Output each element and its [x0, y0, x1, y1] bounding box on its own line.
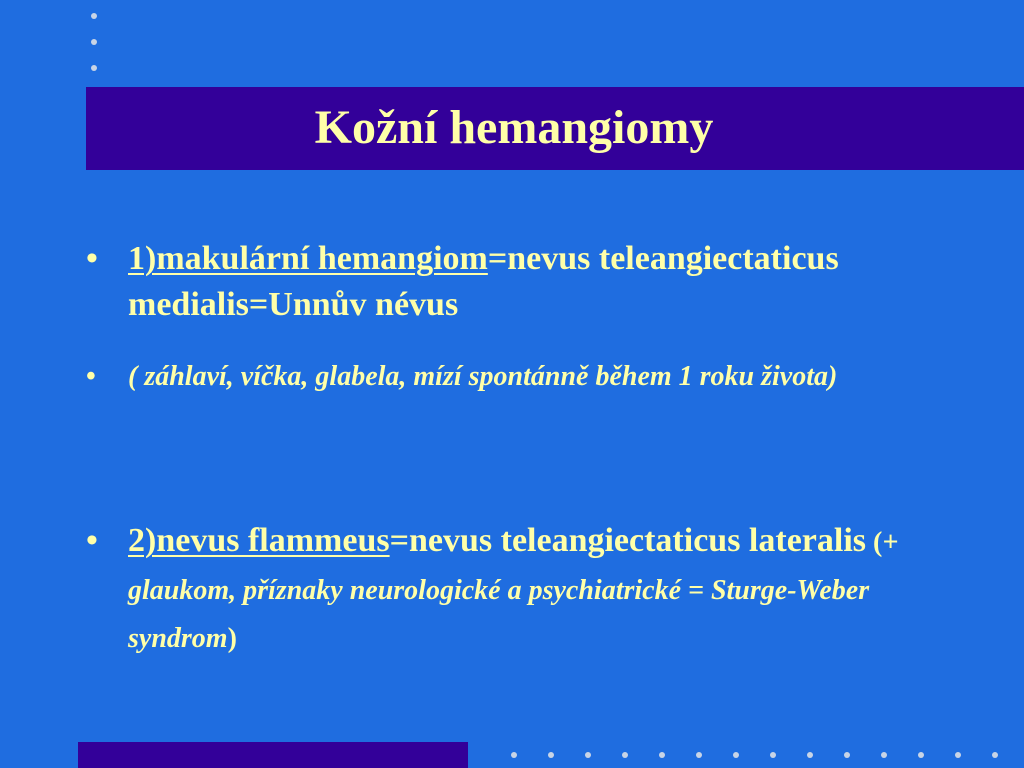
decor-dot: [622, 752, 628, 758]
decor-dot: [91, 39, 97, 45]
decor-dot: [696, 752, 702, 758]
decor-dot: [844, 752, 850, 758]
decor-dot: [91, 65, 97, 71]
decor-dot: [807, 752, 813, 758]
bullet-item: [86, 356, 936, 398]
decor-dot: [955, 752, 961, 758]
decor-dot: [881, 752, 887, 758]
decor-dot: [548, 752, 554, 758]
bullet-text: [128, 236, 936, 328]
bullet-definition: =nevus teleangiectaticus medialis=Unnův névus: [128, 240, 839, 323]
bullet-marker: •: [86, 522, 98, 559]
decor-dot: [770, 752, 776, 758]
bullet-term: 2)nevus flammeus: [128, 522, 390, 559]
bullet-term: 1)makulární hemangiom: [128, 240, 488, 277]
bullet-item: [86, 236, 936, 328]
decor-dot: [992, 752, 998, 758]
bullet-text: [128, 518, 936, 662]
decor-dot: [659, 752, 665, 758]
bullet-paren-open: (: [866, 527, 883, 558]
bullet-marker: •: [86, 240, 98, 277]
title-bar: [86, 87, 1024, 170]
bullet-marker: •: [86, 361, 96, 392]
bullet-paren-close: ): [227, 623, 237, 654]
slide-title: Kožní hemangiomy: [314, 101, 714, 154]
decor-dot: [511, 752, 517, 758]
decor-dot: [585, 752, 591, 758]
decor-dot: [91, 13, 97, 19]
bottom-bar: [78, 742, 468, 768]
bullet-definition: =nevus teleangiectaticus lateralis: [389, 522, 867, 559]
bullet-note: ( záhlaví, víčka, glabela, mízí spontánně během 1 roku života): [128, 361, 838, 392]
bullet-note: + glaukom, příznaky neurologické a psychiatrické = Sturge-Weber syndrom: [128, 527, 899, 654]
decor-dot: [918, 752, 924, 758]
bullet-item: [86, 518, 936, 662]
decor-dot: [733, 752, 739, 758]
